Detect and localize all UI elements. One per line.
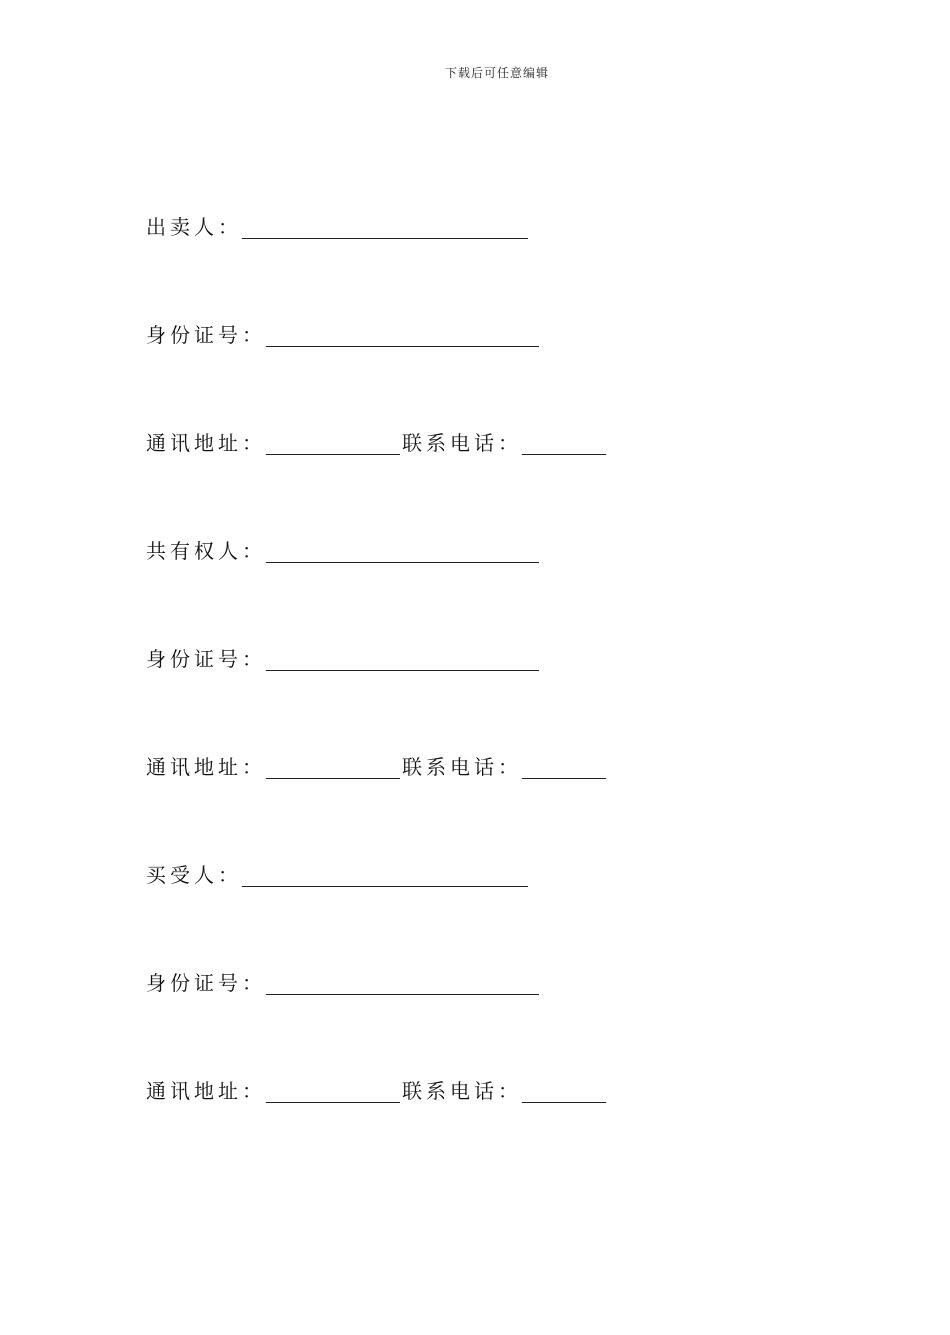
buyer-address-field[interactable] (266, 1076, 400, 1103)
co-owner-id-label: 身份证号： (146, 647, 266, 671)
buyer-name-label: 买受人： (146, 863, 242, 887)
buyer-phone-label: 联系电话： (402, 1079, 522, 1103)
buyer-address-label: 通讯地址： (146, 1079, 266, 1103)
co-owner-name-label: 共有权人： (146, 539, 266, 563)
buyer-id-label: 身份证号： (146, 971, 266, 995)
seller-name-field[interactable] (242, 212, 528, 239)
buyer-name-row (146, 860, 706, 968)
co-owner-phone-label: 联系电话： (402, 755, 522, 779)
seller-id-label: 身份证号： (146, 323, 266, 347)
seller-phone-label: 联系电话： (402, 431, 522, 455)
buyer-id-row (146, 968, 706, 1076)
seller-contact-row (146, 428, 706, 536)
contract-party-form (146, 212, 706, 1184)
co-owner-id-field[interactable] (266, 644, 539, 671)
co-owner-id-row (146, 644, 706, 752)
seller-name-row (146, 212, 706, 320)
co-owner-name-field[interactable] (266, 536, 539, 563)
buyer-phone-field[interactable] (522, 1076, 606, 1103)
buyer-name-field[interactable] (242, 860, 528, 887)
seller-id-field[interactable] (266, 320, 539, 347)
seller-phone-field[interactable] (522, 428, 606, 455)
buyer-contact-row (146, 1076, 706, 1184)
seller-name-label: 出卖人： (146, 215, 242, 239)
buyer-id-field[interactable] (266, 968, 539, 995)
seller-address-label: 通讯地址： (146, 431, 266, 455)
co-owner-address-field[interactable] (266, 752, 400, 779)
header-note: 下载后可任意编辑 (444, 66, 549, 80)
seller-id-row (146, 320, 706, 428)
co-owner-phone-field[interactable] (522, 752, 606, 779)
seller-address-field[interactable] (266, 428, 400, 455)
co-owner-name-row (146, 536, 706, 644)
co-owner-contact-row (146, 752, 706, 860)
co-owner-address-label: 通讯地址： (146, 755, 266, 779)
